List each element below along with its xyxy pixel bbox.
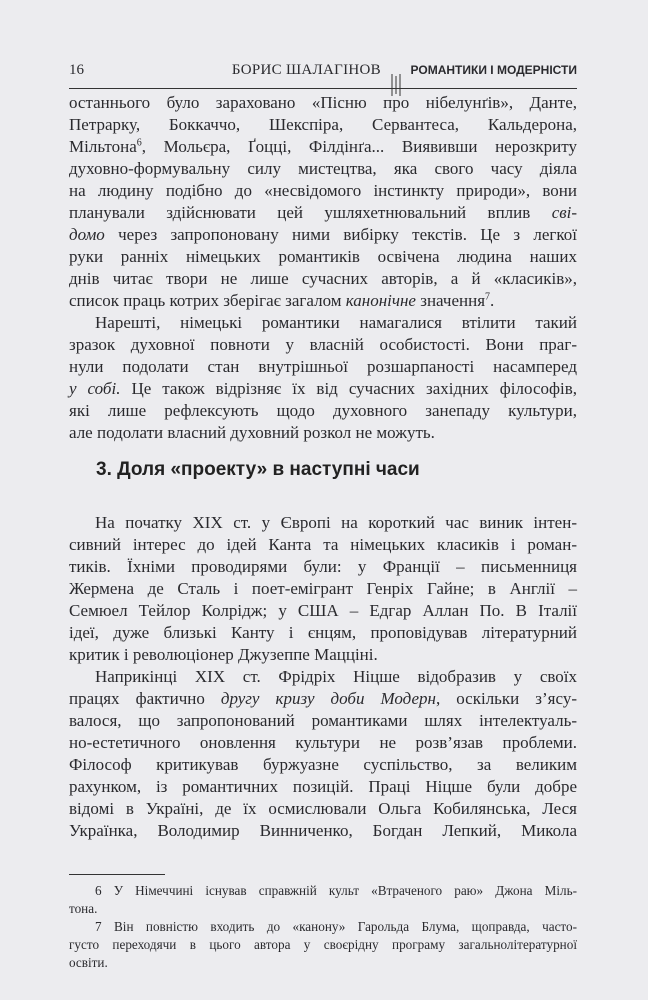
footnote (69, 882, 577, 918)
text-line (69, 820, 577, 842)
running-header-author: БОРИС ШАЛАГІНОВ (231, 62, 381, 78)
footnotes (69, 882, 577, 972)
text-span: тиків. Їхніми проводирями були: у Франції – письменниця (69, 557, 577, 576)
text-span: сивний інтерес до ідей Канта та німецьких класиків і роман- (69, 535, 577, 554)
text-line (69, 224, 577, 246)
text-span: На початку XIX ст. у Європі на короткий час виник інтен- (95, 513, 577, 532)
text-span: рахунком, із романтичних позицій. Праці Ніцше були добре (69, 777, 577, 796)
text-span: нули подолати стан внутрішньої розшарпаності насамперед (69, 357, 577, 376)
text-line (69, 578, 577, 600)
text-span: критик і революціонер Джузеппе Мацціні. (69, 645, 378, 664)
text-span: через запропоновану ними вибірку текстів. Це з легкої (104, 225, 577, 244)
text-line (69, 936, 577, 954)
text-line (69, 710, 577, 732)
running-header-book-title: РОМАНТИКИ І МОДЕРНІСТИ (410, 63, 577, 77)
text-line (69, 92, 577, 114)
text-line (69, 688, 577, 710)
text-line (69, 776, 577, 798)
text-span: но-естетичного оновлення культури не розв’язав проблеми. (69, 733, 577, 752)
text-span: планували здійснювати цей ушляхетнювальний вплив (69, 203, 552, 222)
text-line (69, 268, 577, 290)
text-span: , Мольєра, Ґоцці, Філдінґа... Виявивши нерозкриту (141, 137, 577, 156)
text-line (69, 622, 577, 644)
italic-text: сві- (551, 203, 577, 222)
footnote-marker: 6 (136, 137, 142, 149)
text-span: . (490, 291, 495, 310)
text-span: тона. (69, 901, 98, 916)
text-span: , оскільки з’ясу- (435, 689, 577, 708)
section-heading: 3. Доля «проекту» в наступні часи (96, 459, 420, 480)
italic-text: другу кризу доби Модерн (220, 689, 436, 708)
body-text-after-heading (69, 512, 577, 842)
text-span: ідеї, дуже близькі Канту і єнцям, проповідував літературний (69, 623, 577, 642)
text-line (69, 644, 577, 666)
text-line (69, 900, 577, 918)
footnote-marker: 7 (485, 291, 491, 303)
text-line (69, 136, 577, 158)
text-span: Петрарку, Боккаччо, Шекспіра, Сервантеса, Кальдерона, (69, 115, 577, 134)
text-line (69, 754, 577, 776)
paragraph (69, 312, 577, 444)
text-line (69, 534, 577, 556)
text-span: значення (415, 291, 486, 310)
text-span: духовно-формувальну силу мистецтва, яка свого часу діяла (69, 159, 577, 178)
text-line (69, 666, 577, 688)
text-line (69, 512, 577, 534)
text-span: відомі в Україні, де їх осмислювали Ольга Кобилянська, Леся (69, 799, 577, 818)
text-span: працях фактично (69, 689, 221, 708)
italic-text: домо (69, 225, 105, 244)
text-line (69, 732, 577, 754)
text-span: 6 У Німеччині існував справжній культ «Втраченого раю» Джона Міль- (95, 883, 577, 898)
paragraph (69, 92, 577, 312)
text-line (69, 954, 577, 972)
text-line (69, 114, 577, 136)
text-span: валося, що запропонований романтиками шлях інтелектуаль- (69, 711, 577, 730)
text-line (69, 918, 577, 936)
text-span: Українка, Володимир Винниченко, Богдан Лепкий, Микола (69, 821, 577, 840)
text-span: список праць котрих зберігає загалом (69, 291, 346, 310)
text-span: днів читає твори не лише сучасних авторів, а й «класиків», (69, 269, 577, 288)
text-span: зразок духовної повноти у власній особистості. Вони праг- (69, 335, 577, 354)
text-line (69, 356, 577, 378)
text-span: останнього було зараховано «Пісню про нібелунґів», Данте, (69, 93, 577, 112)
text-span: Жермена де Сталь і поет-емігрант Генріх Гайне; в Англії – (69, 579, 577, 598)
text-span: Нарешті, німецькі романтики намагалися втілити такий (95, 313, 577, 332)
text-span: Семюел Тейлор Колрідж; у США – Едгар Аллан По. В Італії (69, 601, 577, 620)
paragraph (69, 666, 577, 842)
text-span: 7 Він повністю входить до «канону» Гарольда Блума, щоправда, часто- (95, 919, 577, 934)
text-line (69, 202, 577, 224)
text-span: освіти. (69, 955, 108, 970)
text-line (69, 422, 577, 444)
text-line (69, 180, 577, 202)
text-span: але подолати власний духовний розкол не можуть. (69, 423, 435, 442)
text-span: Мільтона (69, 137, 137, 156)
italic-text: канонічне (345, 291, 416, 310)
text-line (69, 882, 577, 900)
text-line (69, 290, 577, 312)
text-span: які лише рефлексують щодо духовного занепаду культури, (69, 401, 577, 420)
text-span: на людину подібно до «несвідомого інстинкту природи», вони (69, 181, 577, 200)
text-line (69, 556, 577, 578)
text-span: густо переходячи в цього автора у своєрідну програму загальнолітературної (69, 937, 577, 952)
footnote (69, 918, 577, 972)
text-line (69, 334, 577, 356)
text-line (69, 600, 577, 622)
text-line (69, 246, 577, 268)
text-line (69, 798, 577, 820)
text-line (69, 400, 577, 422)
text-line (69, 312, 577, 334)
text-line (69, 378, 577, 400)
footnote-separator (69, 874, 165, 875)
text-span: Філософ критикував буржуазне суспільство, за великим (69, 755, 577, 774)
running-header (69, 62, 577, 89)
text-span: Наприкінці XIX ст. Фрідріх Ніцше відобразив у своїх (95, 667, 577, 686)
text-span: Це також відрізняє їх від сучасних західних філософів, (120, 379, 578, 398)
page-number: 16 (69, 62, 84, 78)
italic-text: у собі. (69, 379, 121, 398)
text-span: руки ранніх німецьких романтиків освічена людина наших (69, 247, 577, 266)
text-line (69, 158, 577, 180)
body-text-before-heading (69, 92, 577, 444)
paragraph (69, 512, 577, 666)
